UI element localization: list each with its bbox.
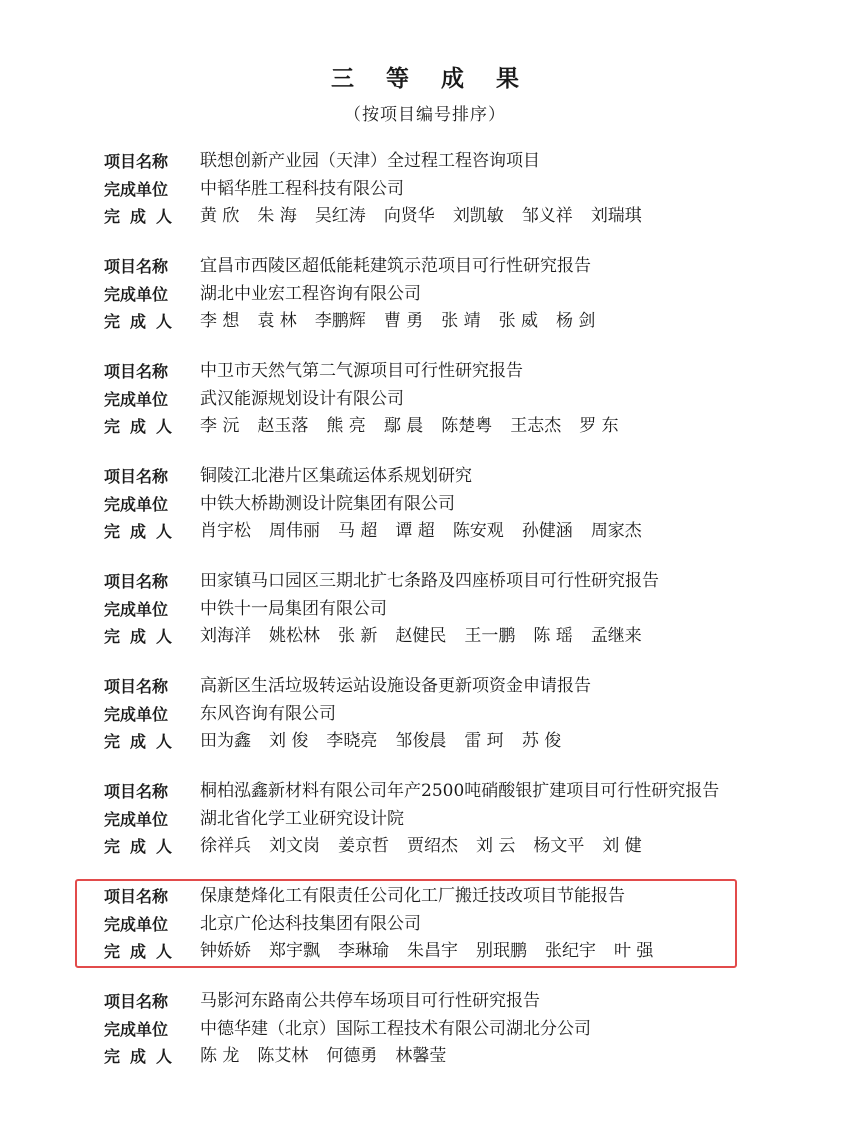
project-name-row-label: 项目名称	[104, 257, 169, 276]
person-name: 刘文岗	[269, 836, 320, 856]
project-name-value: 保康楚烽化工有限责任公司化工厂搬迁技改项目节能报告	[200, 886, 625, 906]
person-name: 张 威	[498, 311, 539, 331]
project-name-row-label: 项目名称	[104, 887, 169, 906]
unit-row	[104, 386, 804, 414]
unit-row	[104, 701, 804, 729]
unit-row	[104, 596, 804, 624]
unit-row-label: 完成单位	[104, 914, 169, 934]
project-name-value: 宜昌市西陵区超低能耗建筑示范项目可行性研究报告	[200, 256, 591, 276]
unit-row-label: 完成单位	[104, 284, 169, 304]
unit-value: 武汉能源规划设计有限公司	[200, 388, 404, 409]
project-name-row-label: 项目名称	[104, 572, 169, 591]
people-row-label: 完成人	[104, 417, 183, 436]
unit-value: 中德华建（北京）国际工程技术有限公司湖北分公司	[200, 1018, 591, 1039]
project-name-row	[104, 253, 804, 281]
unit-value: 湖北中业宏工程咨询有限公司	[200, 283, 421, 304]
person-name: 刘 云	[476, 836, 516, 856]
project-entry	[104, 148, 804, 231]
person-name: 徐祥兵	[200, 836, 251, 856]
project-name-row-label: 项目名称	[104, 992, 169, 1011]
person-name: 张 新	[338, 626, 378, 646]
person-name: 陈安观	[452, 521, 504, 541]
person-name: 向贤华	[383, 206, 435, 226]
project-name-row-label: 项目名称	[104, 467, 169, 486]
people-row-label: 完成人	[104, 942, 183, 961]
people-row	[104, 623, 804, 651]
project-name-row	[104, 673, 804, 701]
person-name: 刘 俊	[269, 731, 309, 751]
person-name: 吴红涛	[314, 206, 366, 226]
unit-value: 东风咨询有限公司	[200, 703, 336, 724]
person-name: 张 靖	[441, 311, 481, 331]
person-name: 周伟丽	[269, 521, 320, 541]
person-name: 张纪宇	[545, 941, 596, 961]
person-name: 叶 强	[614, 941, 654, 961]
page-title: 三 等 成 果	[330, 66, 532, 92]
person-name: 林馨莹	[395, 1046, 447, 1066]
people-row	[104, 308, 804, 336]
person-name: 郑宇飘	[269, 941, 320, 961]
person-name: 赵玉落	[257, 416, 309, 436]
unit-value: 中铁大桥勘测设计院集团有限公司	[200, 493, 455, 514]
person-name: 李琳瑜	[338, 941, 389, 961]
people-row	[104, 1043, 804, 1071]
people-row	[104, 203, 804, 231]
person-name: 赵健民	[395, 626, 447, 646]
unit-row-label: 完成单位	[104, 179, 169, 199]
people-row	[104, 413, 804, 441]
project-name-value: 田家镇马口园区三期北扩七条路及四座桥项目可行性研究报告	[200, 571, 659, 591]
unit-row	[104, 281, 804, 309]
person-name: 杨 剑	[556, 311, 596, 331]
people-row-label: 完成人	[104, 207, 183, 226]
person-name: 刘海洋	[200, 626, 251, 646]
person-name: 陈艾林	[257, 1046, 309, 1066]
project-name-row-label: 项目名称	[104, 362, 169, 381]
people-list	[200, 203, 660, 231]
unit-row	[104, 1016, 804, 1044]
people-list	[200, 623, 660, 651]
unit-row-label: 完成单位	[104, 494, 169, 514]
people-list	[200, 518, 660, 546]
unit-row-label: 完成单位	[104, 704, 169, 724]
unit-value: 湖北省化学工业研究设计院	[200, 808, 404, 829]
person-name: 刘瑞琪	[590, 206, 642, 226]
unit-row	[104, 176, 804, 204]
unit-value: 北京广伦达科技集团有限公司	[200, 913, 421, 934]
project-name-value: 高新区生活垃圾转运站设施设备更新项资金申请报告	[200, 676, 591, 696]
project-name-row	[104, 358, 804, 386]
person-name: 周家杰	[590, 521, 642, 541]
person-name: 姚松林	[269, 626, 320, 646]
person-name: 杨文平	[533, 836, 585, 856]
project-name-row	[104, 778, 804, 806]
people-list	[200, 833, 660, 861]
person-name: 姜京哲	[338, 836, 389, 856]
person-name: 马 超	[338, 521, 378, 541]
person-name: 苏 俊	[521, 731, 562, 751]
person-name: 李鹏辉	[314, 311, 366, 331]
person-name: 邹义祥	[521, 206, 573, 226]
project-name-row	[104, 568, 804, 596]
person-name: 王一鹏	[464, 626, 516, 646]
project-name-row	[104, 988, 804, 1016]
person-name: 陈楚粤	[441, 416, 493, 436]
highlight-box	[75, 879, 737, 968]
person-name: 别珉鹏	[476, 941, 527, 961]
person-name: 孙健涵	[521, 521, 573, 541]
unit-row-label: 完成单位	[104, 389, 169, 409]
person-name: 肖宇松	[200, 521, 251, 541]
project-entry	[104, 358, 804, 441]
unit-row	[104, 806, 804, 834]
people-row-label: 完成人	[104, 1047, 183, 1066]
person-name: 邹俊晨	[395, 731, 447, 751]
unit-value: 中铁十一局集团有限公司	[200, 598, 387, 619]
person-name: 朱 海	[257, 206, 297, 226]
project-name-value: 联想创新产业园（天津）全过程工程咨询项目	[200, 151, 540, 171]
project-name-value: 中卫市天然气第二气源项目可行性研究报告	[200, 361, 523, 381]
person-name: 谭 超	[395, 521, 435, 541]
project-name-value: 铜陵江北港片区集疏运体系规划研究	[200, 466, 472, 486]
project-entry	[104, 778, 804, 861]
project-name-row	[104, 148, 804, 176]
person-name: 刘凯敏	[452, 206, 504, 226]
project-name-row-label: 项目名称	[104, 782, 169, 801]
project-entry	[104, 673, 804, 756]
person-name: 罗 东	[579, 416, 619, 436]
person-name: 李 沅	[200, 416, 240, 436]
people-row-label: 完成人	[104, 732, 183, 751]
person-name: 袁 林	[257, 311, 297, 331]
people-list	[200, 728, 579, 756]
people-list	[200, 1043, 464, 1071]
project-entry	[104, 253, 804, 336]
unit-row-label: 完成单位	[104, 599, 169, 619]
project-name-value: 马影河东路南公共停车场项目可行性研究报告	[200, 991, 540, 1011]
people-row-label: 完成人	[104, 522, 183, 541]
unit-value: 中韬华胜工程科技有限公司	[200, 178, 404, 199]
person-name: 田为鑫	[200, 731, 251, 751]
page-subtitle: （按项目编号排序）	[344, 105, 506, 125]
person-name: 李晓亮	[326, 731, 378, 751]
unit-row	[104, 491, 804, 519]
person-name: 陈 瑶	[533, 626, 573, 646]
unit-row-label: 完成单位	[104, 809, 169, 829]
people-row-label: 完成人	[104, 627, 183, 646]
people-row-label: 完成人	[104, 837, 183, 856]
person-name: 曹 勇	[383, 311, 424, 331]
person-name: 朱昌宇	[407, 941, 458, 961]
people-row	[104, 518, 804, 546]
people-list	[200, 308, 613, 336]
project-entry	[104, 463, 804, 546]
project-entry	[104, 988, 804, 1071]
person-name: 李 想	[200, 311, 240, 331]
person-name: 钟娇娇	[200, 941, 251, 961]
project-name-row	[104, 463, 804, 491]
person-name: 孟继来	[590, 626, 642, 646]
people-list	[200, 413, 637, 441]
people-row	[104, 728, 804, 756]
project-name-value: 桐柏泓鑫新材料有限公司年产2500吨硝酸银扩建项目可行性研究报告	[200, 781, 720, 801]
people-row	[104, 833, 804, 861]
people-row-label: 完成人	[104, 312, 183, 331]
person-name: 熊 亮	[326, 416, 366, 436]
person-name: 黄 欣	[200, 206, 240, 226]
person-name: 王志杰	[510, 416, 562, 436]
project-name-row-label: 项目名称	[104, 152, 169, 171]
project-entry	[104, 568, 804, 651]
person-name: 贾绍杰	[407, 836, 458, 856]
person-name: 雷 珂	[464, 731, 504, 751]
project-name-row-label: 项目名称	[104, 677, 169, 696]
person-name: 何德勇	[326, 1046, 378, 1066]
person-name: 刘 健	[602, 836, 642, 856]
person-name: 鄢 晨	[383, 416, 424, 436]
unit-row-label: 完成单位	[104, 1019, 169, 1039]
person-name: 陈 龙	[200, 1046, 240, 1066]
